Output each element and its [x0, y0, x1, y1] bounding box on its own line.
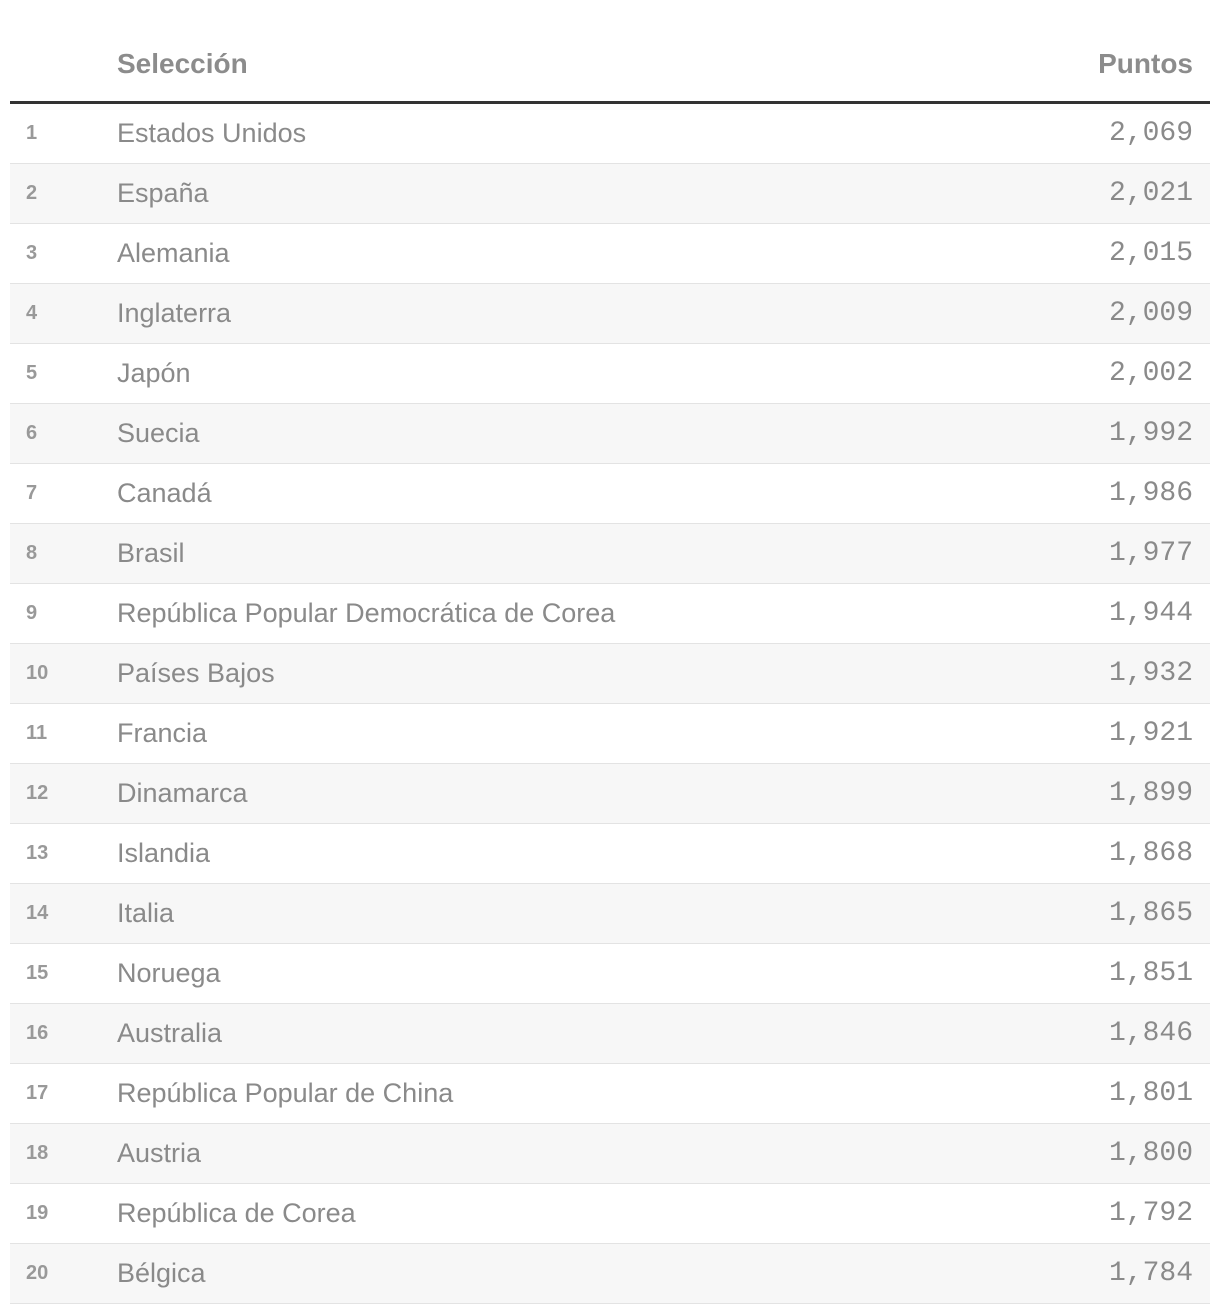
team-name-cell: Bélgica — [117, 1258, 206, 1288]
table-row — [10, 1004, 1210, 1064]
team-name-cell: República de Corea — [117, 1198, 356, 1228]
team-name-cell: República Popular de China — [117, 1078, 454, 1108]
table-row — [10, 884, 1210, 944]
rank-cell: 5 — [26, 362, 38, 384]
table-row — [10, 1124, 1210, 1184]
team-name-cell: Dinamarca — [117, 778, 248, 808]
points-cell: 1,977 — [1108, 538, 1193, 569]
rank-cell: 2 — [26, 182, 38, 204]
column-header-seleccion: Selección — [117, 48, 248, 79]
rank-cell: 11 — [26, 722, 48, 744]
points-cell: 1,801 — [1108, 1078, 1193, 1109]
table-row — [10, 584, 1210, 644]
table-row — [10, 224, 1210, 284]
rank-cell: 18 — [26, 1142, 49, 1164]
rank-cell: 19 — [26, 1202, 49, 1224]
rank-cell: 4 — [26, 302, 38, 324]
team-name-cell: Alemania — [117, 238, 230, 268]
points-cell: 2,009 — [1108, 298, 1193, 329]
team-name-cell: Canadá — [117, 478, 212, 508]
points-cell: 2,002 — [1108, 358, 1193, 389]
ranking-table — [10, 0, 1210, 1304]
table-body — [10, 104, 1210, 1304]
team-name-cell: Suecia — [117, 418, 200, 448]
table-row — [10, 704, 1210, 764]
rank-cell: 12 — [26, 782, 49, 804]
team-name-cell: Austria — [117, 1138, 202, 1168]
rank-cell: 17 — [26, 1082, 49, 1104]
rank-cell: 9 — [26, 602, 38, 624]
team-name-cell: República Popular Democrática de Corea — [117, 598, 616, 628]
table-header — [10, 0, 1210, 104]
table-row — [10, 344, 1210, 404]
table-row — [10, 1244, 1210, 1304]
points-cell: 1,851 — [1108, 958, 1193, 989]
team-name-cell: Brasil — [117, 538, 185, 568]
team-name-cell: Inglaterra — [117, 298, 232, 328]
rank-cell: 8 — [26, 542, 38, 564]
table-row — [10, 1064, 1210, 1124]
team-name-cell: Estados Unidos — [117, 118, 307, 148]
points-cell: 1,800 — [1108, 1138, 1193, 1169]
points-cell: 1,865 — [1108, 898, 1193, 929]
rank-cell: 6 — [26, 422, 38, 444]
rank-cell: 13 — [26, 842, 49, 864]
points-cell: 1,899 — [1108, 778, 1193, 809]
points-cell: 1,986 — [1108, 478, 1193, 509]
points-cell: 1,932 — [1108, 658, 1193, 689]
team-name-cell: Países Bajos — [117, 658, 275, 688]
rank-cell: 3 — [26, 242, 38, 264]
table-row — [10, 524, 1210, 584]
team-name-cell: Francia — [117, 718, 208, 748]
table-row — [10, 104, 1210, 164]
points-cell: 1,846 — [1108, 1018, 1193, 1049]
points-cell: 1,992 — [1108, 418, 1193, 449]
team-name-cell: Islandia — [117, 838, 211, 868]
table-row — [10, 824, 1210, 884]
rank-cell: 14 — [26, 902, 49, 924]
table-row — [10, 164, 1210, 224]
team-name-cell: Australia — [117, 1018, 223, 1048]
team-name-cell: España — [117, 178, 209, 208]
table-row — [10, 944, 1210, 1004]
points-cell: 2,069 — [1108, 118, 1193, 149]
table-row — [10, 1184, 1210, 1244]
rank-cell: 15 — [26, 962, 49, 984]
rank-cell: 20 — [26, 1262, 49, 1284]
rank-cell: 10 — [26, 662, 49, 684]
points-cell: 1,944 — [1108, 598, 1193, 629]
points-cell: 1,792 — [1108, 1198, 1193, 1229]
table-row — [10, 644, 1210, 704]
rank-cell: 16 — [26, 1022, 49, 1044]
points-cell: 1,868 — [1108, 838, 1193, 869]
rank-cell: 1 — [26, 122, 38, 144]
table-row — [10, 284, 1210, 344]
column-header-puntos: Puntos — [1098, 48, 1193, 79]
points-cell: 1,921 — [1108, 718, 1193, 749]
rank-cell: 7 — [26, 482, 38, 504]
team-name-cell: Italia — [117, 898, 175, 928]
points-cell: 2,021 — [1108, 178, 1193, 209]
points-cell: 2,015 — [1108, 238, 1193, 269]
table-row — [10, 404, 1210, 464]
table-row — [10, 764, 1210, 824]
points-cell: 1,784 — [1108, 1258, 1193, 1289]
team-name-cell: Japón — [117, 358, 191, 388]
table-row — [10, 464, 1210, 524]
team-name-cell: Noruega — [117, 958, 221, 988]
